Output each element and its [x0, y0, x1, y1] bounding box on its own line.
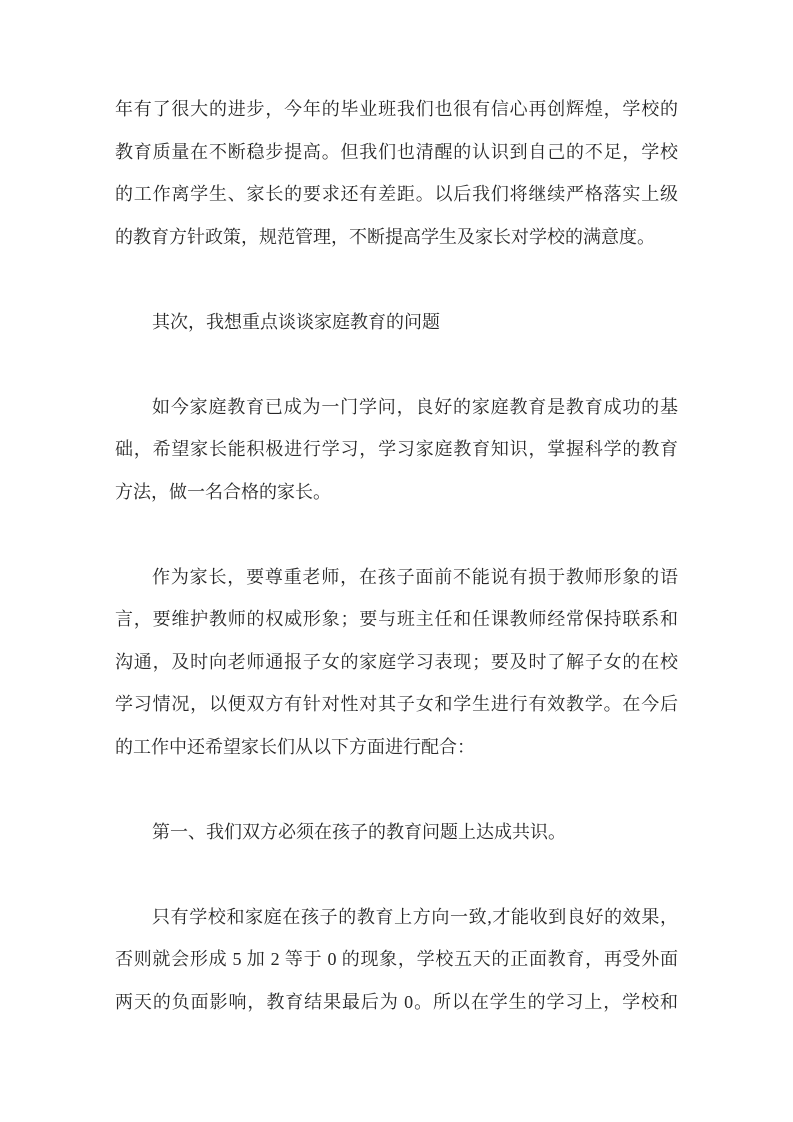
- paragraph: [115, 811, 678, 854]
- paragraph: [115, 88, 678, 258]
- text-line: 其次，我想重点谈谈家庭教育的问题: [152, 311, 440, 332]
- text-line: 言，要维护教师的权威形象；要与班主任和任课教师经常保持联系和: [115, 609, 678, 629]
- text-line: 否则就会形成 5 加 2 等于 0 的现象，学校五天的正面教育，再受外面: [115, 949, 678, 969]
- paragraph: [115, 301, 678, 344]
- text-line: 两天的负面影响，教育结果最后为 0。所以在学生的学习上，学校和: [115, 991, 678, 1012]
- document-body: [115, 88, 678, 1023]
- text-line: 如今家庭教育已成为一门学问，良好的家庭教育是教育成功的基: [152, 396, 678, 417]
- text-line: 只有学校和家庭在孩子的教育上方向一致,才能收到良好的效果，: [152, 906, 678, 927]
- text-line: 学习情况，以便双方有针对性对其子女和学生进行有效教学。在今后: [115, 694, 678, 714]
- text-line: 方法，做一名合格的家长。: [115, 481, 331, 502]
- text-line: 的工作离学生、家长的要求还有差距。以后我们将继续严格落实上级: [115, 184, 678, 204]
- paragraph: [115, 386, 678, 514]
- paragraph: [115, 556, 678, 769]
- paragraph: [115, 896, 678, 1024]
- text-line: 第一、我们双方必须在孩子的教育问题上达成共识。: [152, 821, 566, 842]
- text-line: 作为家长，要尊重老师，在孩子面前不能说有损于教师形象的语: [152, 566, 678, 587]
- text-line: 沟通，及时向老师通报子女的家庭学习表现；要及时了解子女的在校: [115, 651, 678, 672]
- text-line: 的工作中还希望家长们从以下方面进行配合：: [115, 736, 475, 757]
- text-line: 教育质量在不断稳步提高。但我们也清醒的认识到自己的不足，学校: [115, 141, 678, 162]
- text-line: 的教育方针政策，规范管理，不断提高学生及家长对学校的满意度。: [115, 226, 655, 247]
- text-line: 础，希望家长能积极进行学习，学习家庭教育知识，掌握科学的教育: [115, 439, 678, 459]
- text-line: 年有了很大的进步，今年的毕业班我们也很有信心再创辉煌，学校的: [115, 99, 678, 119]
